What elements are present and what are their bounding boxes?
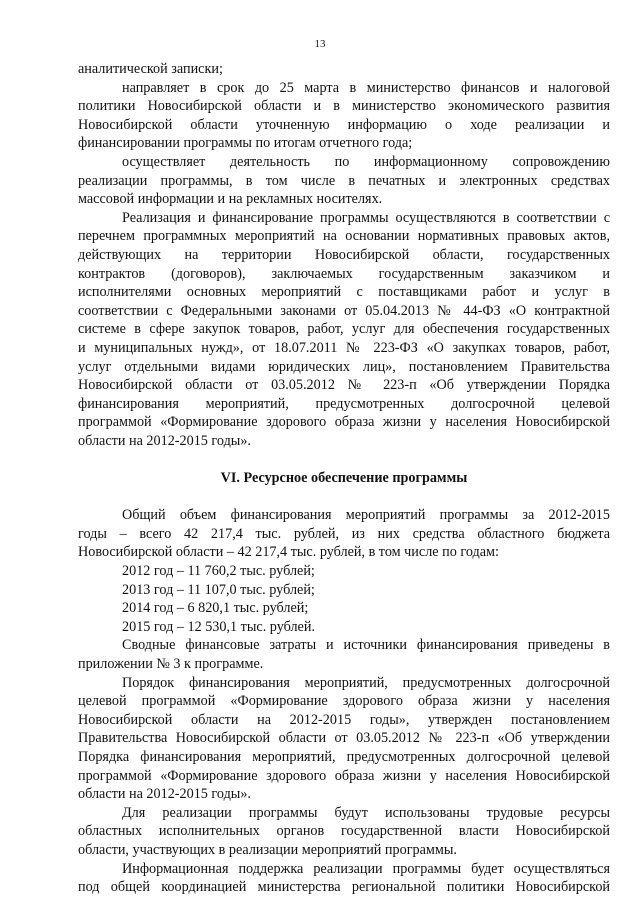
text-line: области на 2012-2015 годы». bbox=[78, 432, 251, 449]
spacer bbox=[78, 450, 610, 469]
paragraph bbox=[78, 804, 610, 860]
text-line: исполнителями основных мероприятий с поставщиками работ и услуг в bbox=[78, 284, 610, 301]
paragraph bbox=[78, 79, 610, 153]
body-text-top bbox=[78, 60, 610, 450]
paragraph bbox=[78, 153, 610, 209]
text-line: Общий объем финансирования мероприятий программы за 2012-2015 bbox=[122, 507, 610, 524]
text-line: целевой программой «Формирование здорового образа жизни у населения bbox=[78, 693, 610, 710]
text-line: политики Новосибирской области и в министерство экономического развития bbox=[78, 98, 610, 115]
text-line: и муниципальных нужд», от 18.07.2011 № 223-ФЗ «О закупках товаров, работ, bbox=[78, 339, 610, 356]
text-line: 2012 год – 11 760,2 тыс. рублей; bbox=[122, 563, 315, 580]
text-line: Порядок финансирования мероприятий, предусмотренных долгосрочной bbox=[122, 674, 610, 691]
spacer bbox=[78, 488, 610, 507]
text-line: Для реализации программы будут использованы трудовые ресурсы bbox=[122, 804, 610, 821]
text-line: программой «Формирование здорового образа жизни у населения Новосибирской bbox=[78, 767, 610, 784]
section-heading: VI. Ресурсное обеспечение программы bbox=[220, 470, 468, 487]
paragraph bbox=[78, 209, 610, 451]
text-line: области, участвующих в реализации мероприятий программы. bbox=[78, 841, 457, 858]
text-line: системе в сфере закупок товаров, работ, услуг для обеспечения государственных bbox=[78, 321, 610, 338]
text-line: Правительства Новосибирской области от 03.05.2012 № 223-п «Об утверждении bbox=[78, 730, 610, 747]
text-line: перечнем программных мероприятий на основании нормативных правовых актов, bbox=[78, 228, 610, 245]
text-line: 2013 год – 11 107,0 тыс. рублей; bbox=[122, 581, 315, 598]
paragraph bbox=[78, 636, 610, 673]
paragraph bbox=[78, 674, 610, 804]
text-line: Сводные финансовые затраты и источники финансирования приведены в bbox=[122, 637, 610, 654]
text-line: действующих на территории Новосибирской области, государственных bbox=[78, 246, 610, 263]
text-line: направляет в срок до 25 марта в министерство финансов и налоговой bbox=[122, 79, 610, 96]
text-line: Реализация и финансирование программы осуществляются в соответствии с bbox=[122, 209, 610, 226]
text-line: финансирования мероприятий, предусмотренных долгосрочной целевой bbox=[78, 395, 610, 412]
paragraph bbox=[78, 562, 610, 636]
text-line: программой «Формирование здорового образа жизни у населения Новосибирской bbox=[78, 414, 610, 431]
text-line: 2015 год – 12 530,1 тыс. рублей. bbox=[122, 618, 315, 635]
text-line: Новосибирской области на 2012-2015 годы», утвержден постановлением bbox=[78, 711, 610, 728]
text-line: реализации программы, в том числе в печатных и электронных средствах bbox=[78, 172, 610, 189]
text-line: осуществляет деятельность по информационному сопровождению bbox=[122, 153, 610, 170]
text-line: соответствии с Федеральными законами от 05.04.2013 № 44-ФЗ «О контрактной bbox=[78, 302, 610, 319]
text-line: приложении № 3 к программе. bbox=[78, 656, 264, 672]
text-line: областных исполнительных органов государственной власти Новосибирской bbox=[78, 823, 610, 840]
body-text-section bbox=[78, 506, 610, 896]
text-line: услуг отдельными видами юридических лиц», постановлением Правительства bbox=[78, 358, 610, 375]
text-line: массовой информации и на рекламных носителях. bbox=[78, 191, 383, 208]
paragraph bbox=[78, 860, 610, 897]
text-line: Новосибирской области от 03.05.2012 № 223-п «Об утверждении Порядка bbox=[78, 377, 610, 394]
paragraph bbox=[78, 506, 610, 562]
text-line: Информационная поддержка реализации программы будет осуществляться bbox=[122, 860, 610, 877]
text-line: контрактов (договоров), заключаемых государственным заказчиком и bbox=[78, 265, 610, 282]
paragraph bbox=[78, 60, 610, 79]
text-line: Новосибирской области – 42 217,4 тыс. рублей, в том числе по годам: bbox=[78, 544, 499, 561]
text-line: области на 2012-2015 годы». bbox=[78, 786, 251, 803]
text-line: 2014 год – 6 820,1 тыс. рублей; bbox=[122, 600, 309, 617]
text-line: Порядка финансирования мероприятий, предусмотренных долгосрочной целевой bbox=[78, 748, 610, 765]
page-content bbox=[78, 60, 610, 897]
text-line: аналитической записки; bbox=[78, 61, 223, 77]
page-number: 13 bbox=[314, 38, 326, 50]
text-line: под общей координацией министерства региональной политики Новосибирской bbox=[78, 879, 610, 896]
text-line: финансировании программы по итогам отчетного года; bbox=[78, 135, 413, 152]
text-line: годы – всего 42 217,4 тыс. рублей, из них средства областного бюджета bbox=[78, 525, 610, 542]
text-line: Новосибирской области уточненную информацию о ходе реализации и bbox=[78, 116, 610, 133]
